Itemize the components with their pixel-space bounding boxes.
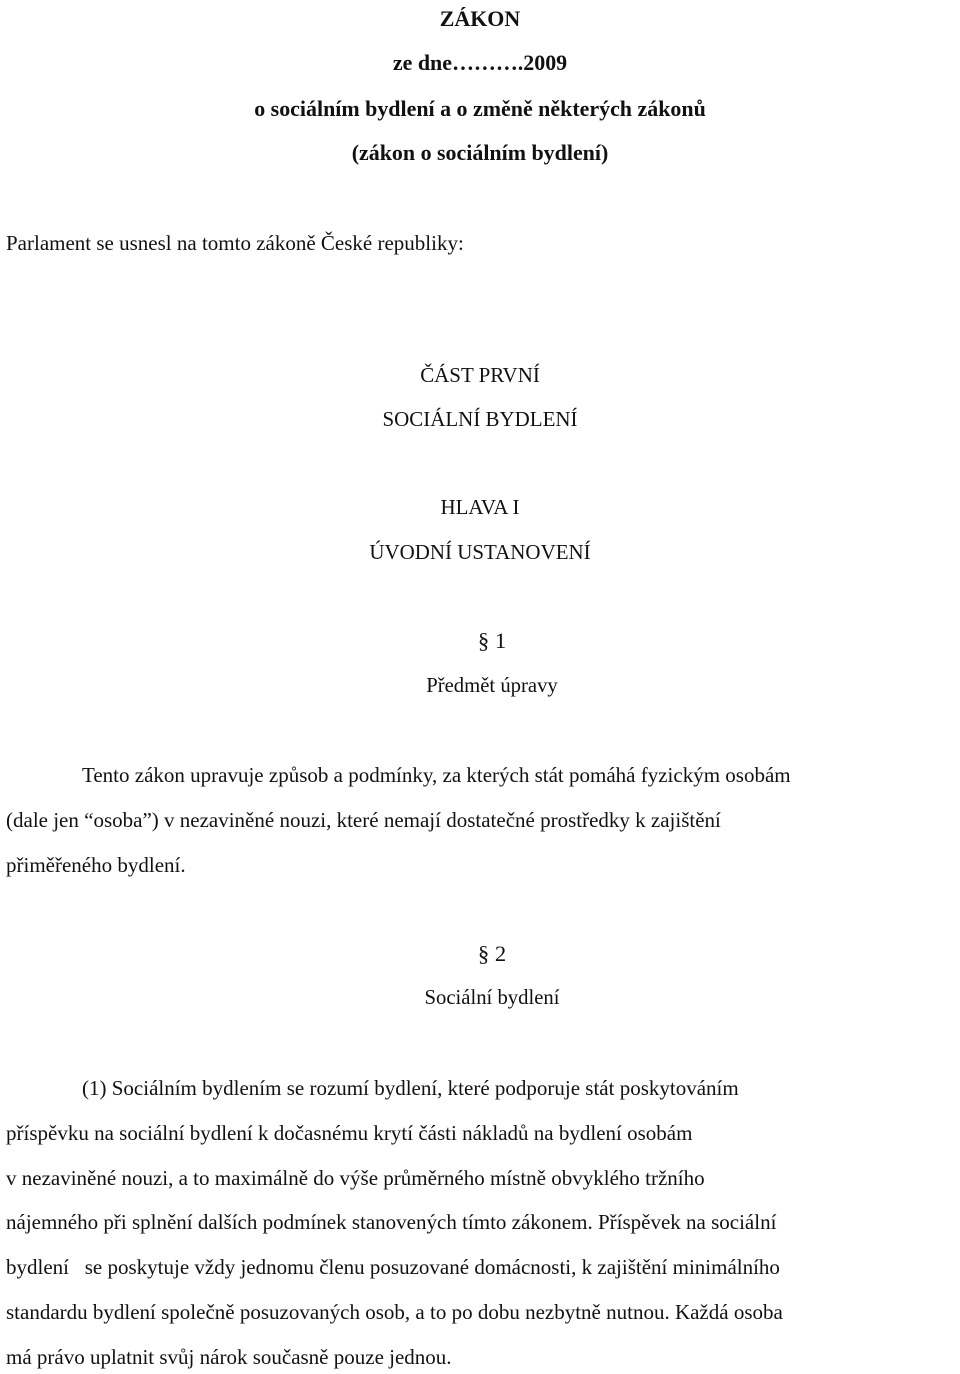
law-date: ze dne……….2009 bbox=[392, 50, 568, 75]
preamble: Parlament se usnesl na tomto zákoně České republiky: bbox=[6, 231, 464, 255]
part-number: ČÁST PRVNÍ bbox=[420, 363, 540, 387]
section-2-line-4: nájemného při splnění dalších podmínek stanovených tímto zákonem. Příspěvek na sociální bbox=[6, 1210, 777, 1234]
section-2-title: Sociální bydlení bbox=[424, 987, 560, 1009]
section-2-line-7: má právo uplatnit svůj nárok současně pouze jednou. bbox=[6, 1345, 452, 1369]
section-2-line-5: bydlení se poskytuje vždy jednomu členu posuzované domácnosti, k zajištění minimálního bbox=[6, 1255, 780, 1279]
section-2-line-2: příspěvku na sociální bydlení k dočasnému krytí části nákladů na bydlení osobám bbox=[6, 1121, 693, 1145]
part-title: SOCIÁLNÍ BYDLENÍ bbox=[382, 407, 578, 431]
chapter-number: HLAVA I bbox=[440, 495, 520, 519]
section-1-line-3: přiměřeného bydlení. bbox=[6, 853, 186, 877]
section-2-line-3: v nezaviněné nouzi, a to maximálně do výše průměrného místně obvyklého tržního bbox=[6, 1166, 705, 1190]
section-1-number: § 1 bbox=[477, 628, 507, 653]
section-2-line-1: (1) Sociálním bydlením se rozumí bydlení, které podporuje stát poskytováním bbox=[82, 1076, 739, 1100]
law-short-title: (zákon o sociálním bydlení) bbox=[351, 140, 609, 165]
law-heading: ZÁKON bbox=[439, 6, 521, 31]
law-subject: o sociálním bydlení a o změně některých zákonů bbox=[254, 96, 706, 121]
section-1-line-2: (dale jen “osoba”) v nezaviněné nouzi, které nemají dostatečné prostředky k zajištění bbox=[6, 808, 721, 832]
section-2-number: § 2 bbox=[477, 941, 507, 966]
section-1-line-1: Tento zákon upravuje způsob a podmínky, za kterých stát pomáhá fyzickým osobám bbox=[82, 763, 791, 787]
section-2-line-6: standardu bydlení společně posuzovaných osob, a to po dobu nezbytně nutnou. Každá osoba bbox=[6, 1300, 783, 1324]
section-1-title: Předmět úpravy bbox=[426, 675, 558, 697]
chapter-title: ÚVODNÍ USTANOVENÍ bbox=[369, 540, 591, 564]
